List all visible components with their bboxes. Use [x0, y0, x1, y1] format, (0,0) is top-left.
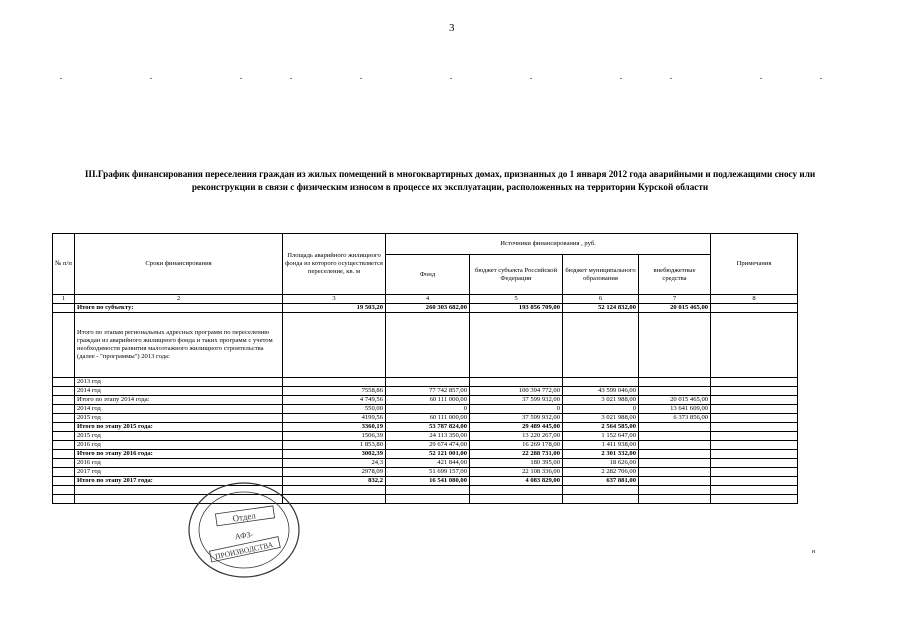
cell-notes [711, 459, 798, 468]
cell-subject: 37 599 932,00 [470, 396, 563, 405]
cell-period: 2016 год [75, 441, 283, 450]
scan-dot [240, 78, 242, 79]
cell-notes [711, 405, 798, 414]
cell-municipal: 3 021 988,00 [563, 414, 639, 423]
cell-notes [711, 423, 798, 432]
empty-cell [711, 486, 798, 495]
cell-extra: 13 641 609,00 [639, 405, 711, 414]
cell-num [53, 423, 75, 432]
cell-subject: 0 [470, 405, 563, 414]
empty-cell [563, 495, 639, 504]
stamp-text-1: Отдел [231, 510, 257, 524]
scan-dot [670, 78, 672, 79]
cell-municipal: 0 [563, 405, 639, 414]
cell-area: 24,3 [283, 459, 386, 468]
table-row [53, 432, 798, 441]
cell-fund: 51 699 157,00 [386, 468, 470, 477]
header-area: Площадь аварийного жилищного фонда из которого осуществляется переселение, кв. м [283, 234, 386, 295]
document-title: III.График финансирования переселения граждан из жилых помещений в многоквартирных домах, признанных до 1 января 2012 года аварийными и подлежащими сносу или реконструкции в связи с физическим износом в процессе их эксплуатации, расположенных на территории Курской области [84, 169, 816, 192]
header-extrabudget: внебюджетные средства [639, 255, 711, 295]
cell-num [53, 304, 75, 313]
cell-fund: 53 787 824,00 [386, 423, 470, 432]
cell-period: 2015 год [75, 432, 283, 441]
cell-area: 3360,19 [283, 423, 386, 432]
cell-num [53, 450, 75, 459]
cell-fund [386, 313, 470, 378]
cell-area: 550,00 [283, 405, 386, 414]
cell-extra [639, 459, 711, 468]
header-row-1 [53, 234, 798, 255]
cell-notes [711, 432, 798, 441]
cell-extra [639, 477, 711, 486]
cell-municipal: 1 152 647,00 [563, 432, 639, 441]
cell-notes [711, 450, 798, 459]
empty-cell [386, 486, 470, 495]
header-sources: Источники финансирования , руб. [386, 234, 711, 255]
cell-fund [386, 378, 470, 387]
cell-extra: 6 373 856,00 [639, 414, 711, 423]
cell-subject: 4 083 829,00 [470, 477, 563, 486]
cell-num [53, 396, 75, 405]
cell-municipal: 1 411 938,00 [563, 441, 639, 450]
cell-num [53, 378, 75, 387]
table-row [53, 477, 798, 486]
cell-subject: 22 288 731,00 [470, 450, 563, 459]
cell-period: 2013 год [75, 378, 283, 387]
cell-municipal: 2 282 706,00 [563, 468, 639, 477]
column-number-row [53, 295, 798, 304]
cell-municipal: 637 881,00 [563, 477, 639, 486]
stamp-text-2: АФЗ- [234, 529, 254, 542]
cell-area [283, 313, 386, 378]
table-row [53, 441, 798, 450]
header-fund: Фонд [386, 255, 470, 295]
cell-subject: 13 220 267,00 [470, 432, 563, 441]
cell-fund: 60 111 000,00 [386, 396, 470, 405]
empty-cell [470, 495, 563, 504]
table-row [53, 304, 798, 313]
col-number: 4 [386, 295, 470, 304]
cell-num [53, 405, 75, 414]
cell-subject [470, 378, 563, 387]
cell-extra: 20 015 465,00 [639, 396, 711, 405]
cell-area: 1506,39 [283, 432, 386, 441]
empty-cell [470, 486, 563, 495]
cell-extra [639, 450, 711, 459]
header-notes: Примечания [711, 234, 798, 295]
scan-dot [760, 78, 762, 79]
cell-subject: 22 108 336,00 [470, 468, 563, 477]
cell-period: Итого по этапу 2014 года: [75, 396, 283, 405]
table-row [53, 387, 798, 396]
cell-notes [711, 468, 798, 477]
col-number: 8 [711, 295, 798, 304]
scan-dots [60, 78, 840, 80]
cell-municipal: 43 599 046,00 [563, 387, 639, 396]
col-number: 1 [53, 295, 75, 304]
cell-area: 7558,86 [283, 387, 386, 396]
cell-area: 4 749,56 [283, 396, 386, 405]
cell-fund: 421 844,00 [386, 459, 470, 468]
table-row [53, 468, 798, 477]
table-row [53, 405, 798, 414]
cell-fund: 60 111 000,00 [386, 414, 470, 423]
col-number: 3 [283, 295, 386, 304]
cell-fund: 52 121 001,00 [386, 450, 470, 459]
cell-num [53, 387, 75, 396]
empty-cell [53, 495, 75, 504]
table-row [53, 459, 798, 468]
table-row [53, 414, 798, 423]
cell-municipal: 2 564 585,00 [563, 423, 639, 432]
cell-municipal [563, 313, 639, 378]
cell-notes [711, 387, 798, 396]
cell-notes [711, 378, 798, 387]
header-municipal-budget: бюджет муниципального образования [563, 255, 639, 295]
scan-dot [290, 78, 292, 79]
col-number: 5 [470, 295, 563, 304]
cell-municipal: 52 124 832,00 [563, 304, 639, 313]
cell-area: 4199,56 [283, 414, 386, 423]
scan-dot [450, 78, 452, 79]
cell-period: Итого по этапу 2016 года: [75, 450, 283, 459]
cell-fund: 0 [386, 405, 470, 414]
cell-extra [639, 441, 711, 450]
financing-table [52, 233, 798, 504]
cell-subject: 100 394 772,00 [470, 387, 563, 396]
col-number: 2 [75, 295, 283, 304]
scan-dot [820, 78, 822, 79]
table-row [53, 396, 798, 405]
cell-period: Итого по этапу 2015 года: [75, 423, 283, 432]
cell-num [53, 459, 75, 468]
cell-fund: 260 303 682,00 [386, 304, 470, 313]
table-row [53, 313, 798, 378]
cell-extra [639, 378, 711, 387]
cell-period: 2017 год [75, 468, 283, 477]
table-row [53, 378, 798, 387]
header-num: № п/п [53, 234, 75, 295]
cell-num [53, 432, 75, 441]
cell-subject: 193 856 709,00 [470, 304, 563, 313]
cell-notes [711, 313, 798, 378]
cell-num [53, 414, 75, 423]
cell-notes [711, 396, 798, 405]
scan-dot [360, 78, 362, 79]
cell-extra [639, 432, 711, 441]
cell-num [53, 468, 75, 477]
cell-num [53, 313, 75, 378]
cell-num [53, 477, 75, 486]
cell-fund: 29 674 474,00 [386, 441, 470, 450]
cell-period: 2015 год [75, 414, 283, 423]
empty-cell [53, 486, 75, 495]
cell-subject: 37 599 932,00 [470, 414, 563, 423]
scan-dot [150, 78, 152, 79]
scan-dot [530, 78, 532, 79]
empty-cell [639, 495, 711, 504]
empty-cell [563, 486, 639, 495]
cell-subject: 180 395,00 [470, 459, 563, 468]
cell-extra [639, 313, 711, 378]
cell-extra [639, 387, 711, 396]
cell-municipal [563, 378, 639, 387]
cell-period: 2014 год [75, 387, 283, 396]
cell-area [283, 378, 386, 387]
col-number: 7 [639, 295, 711, 304]
cell-period: 2014 год [75, 405, 283, 414]
cell-fund: 16 541 080,00 [386, 477, 470, 486]
col-number: 6 [563, 295, 639, 304]
empty-cell [639, 486, 711, 495]
stamp-text-3: ПРОИЗВОДСТВА [214, 539, 274, 562]
cell-fund: 77 742 857,00 [386, 387, 470, 396]
cell-period: Итого по этапу 2017 года: [75, 477, 283, 486]
scan-dot [620, 78, 622, 79]
header-subject-budget: бюджет субъекта Российской Федерации [470, 255, 563, 295]
cell-area: 1 853,80 [283, 441, 386, 450]
cell-num [53, 441, 75, 450]
cell-period: Итого по субъекту: [75, 304, 283, 313]
cell-extra: 20 015 465,00 [639, 304, 711, 313]
cell-notes [711, 414, 798, 423]
stamp-seal [186, 480, 302, 580]
margin-mark: н [812, 549, 816, 555]
empty-row [53, 495, 798, 504]
empty-cell [711, 495, 798, 504]
cell-notes [711, 304, 798, 313]
cell-area: 2978,09 [283, 468, 386, 477]
page-number: 3 [449, 22, 455, 34]
cell-subject: 29 489 445,00 [470, 423, 563, 432]
cell-municipal: 2 301 332,00 [563, 450, 639, 459]
scan-dot [60, 78, 62, 79]
cell-subject: 16 269 178,00 [470, 441, 563, 450]
cell-area: 832,2 [283, 477, 386, 486]
cell-period: Итого по этапам региональных адресных программ по переселению граждан из аварийного жилищного фонда и таких программ с учетом необходимости развития малоэтажного жилищного строительства (далее - "программы") 2013 года: [75, 313, 283, 378]
cell-notes [711, 477, 798, 486]
cell-notes [711, 441, 798, 450]
cell-area: 19 503,20 [283, 304, 386, 313]
table-row [53, 450, 798, 459]
cell-subject [470, 313, 563, 378]
cell-municipal: 18 626,00 [563, 459, 639, 468]
header-period: Сроки финансирования [75, 234, 283, 295]
cell-municipal: 3 021 988,00 [563, 396, 639, 405]
cell-area: 3002,39 [283, 450, 386, 459]
table-row [53, 423, 798, 432]
cell-extra [639, 468, 711, 477]
cell-extra [639, 423, 711, 432]
empty-cell [386, 495, 470, 504]
cell-period: 2016 год [75, 459, 283, 468]
empty-row [53, 486, 798, 495]
cell-fund: 24 113 350,00 [386, 432, 470, 441]
